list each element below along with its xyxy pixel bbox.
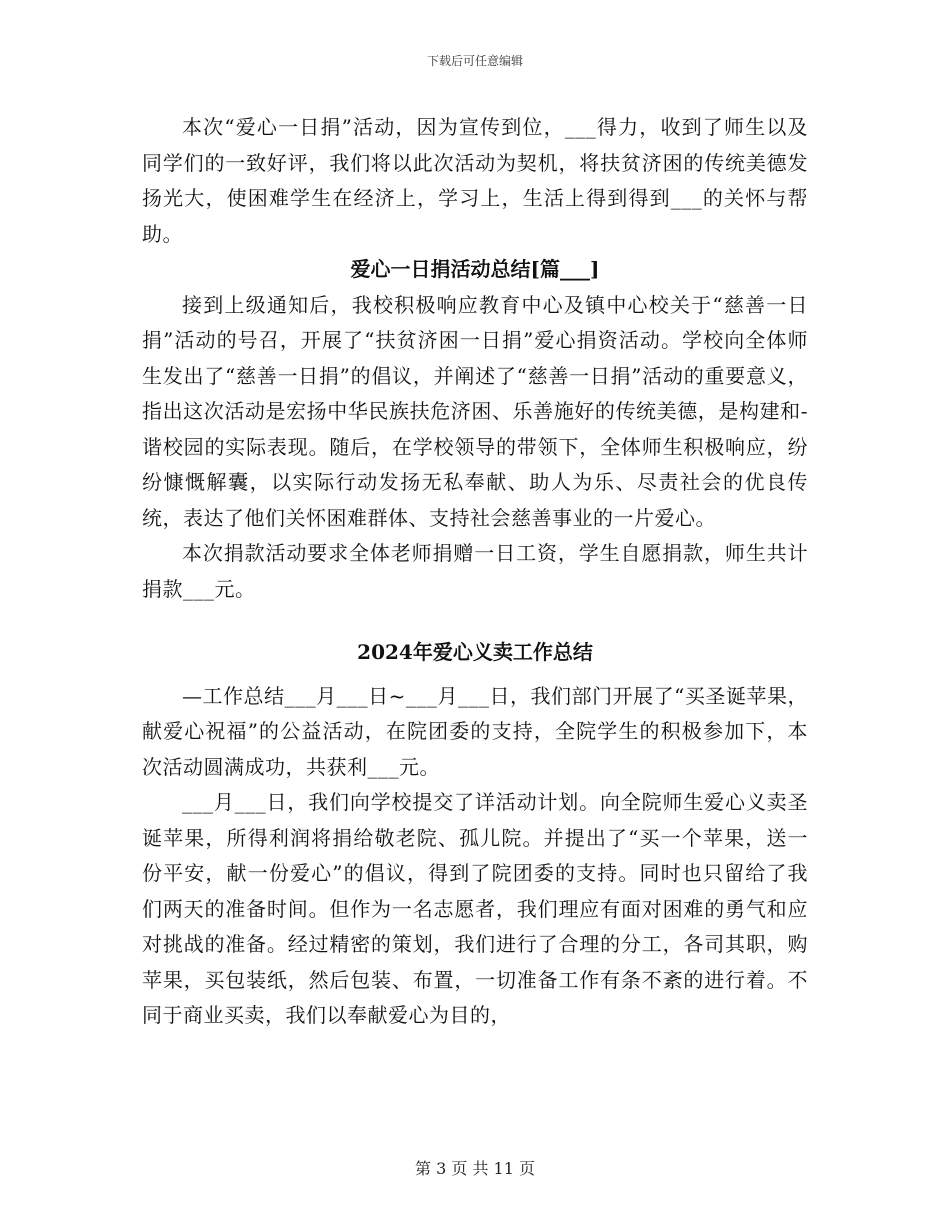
section2-paragraph-1: 接到上级通知后，我校积极响应教育中心及镇中心校关于“慈善一日捐”活动的号召，开展了“扶贫济困一日捐”爱心捐资活动。学校向全体师生发出了“慈善一日捐”的倡议，并阐述了“慈善一日捐”活动的重要意义，指出这次活动是宏扬中华民族扶危济困、乐善施好的传统美德，是构建和-谐校园的实际表现。随后，在学校领导的带领下，全体师生积极响应，纷纷慷慨解囊，以实际行动发扬无私奉献、助人为乐、尽责社会的优良传统，表达了他们关怀困难群体、支持社会慈善事业的一片爱心。 [142,292,808,530]
section2-title: 爱心一日捐活动总结[篇___] [350,257,600,281]
page-header-note: 下载后可任意编辑 [426,54,523,68]
section3-paragraph-2: ___月___日，我们向学校提交了详活动计划。向全院师生爱心义卖圣诞苹果，所得利润将捐给敬老院、孤儿院。并提出了“买一个苹果，送一份平安，献一份爱心”的倡议，得到了院团委的支持。同时也只留给了我们两天的准备时间。但作为一名志愿者，我们理应有面对困难的勇气和应对挑战的准备。经过精密的策划，我们进行了合理的分工，各司其职，购苹果，买包装纸，然后包装、布置，一切准备工作有条不紊的进行着。不同于商业买卖，我们以奉献爱心为目的， [142,790,808,1027]
section1-paragraph-1: 本次“爱心一日捐”活动，因为宣传到位，___得力，收到了师生以及同学们的一致好评，我们将以此次活动为契机，将扶贫济困的传统美德发扬光大，使困难学生在经济上，学习上，生活上得到得到___的关怀与帮助。 [142,115,808,246]
section2-paragraph-2: 本次捐款活动要求全体老师捐赠一日工资，学生自愿捐款，师生共计捐款___元。 [142,541,808,601]
page-footer-number: 第 3 页 共 11 页 [415,1159,535,1178]
document-body [142,110,808,1034]
section3-paragraph-1: —工作总结___月___日~___月___日，我们部门开展了“买圣诞苹果，献爱心祝福”的公益活动，在院团委的支持，全院学生的积极参加下，本次活动圆满成功，共获利___元。 [142,683,808,779]
section3-title: 2024年爱心义卖工作总结 [357,640,593,664]
